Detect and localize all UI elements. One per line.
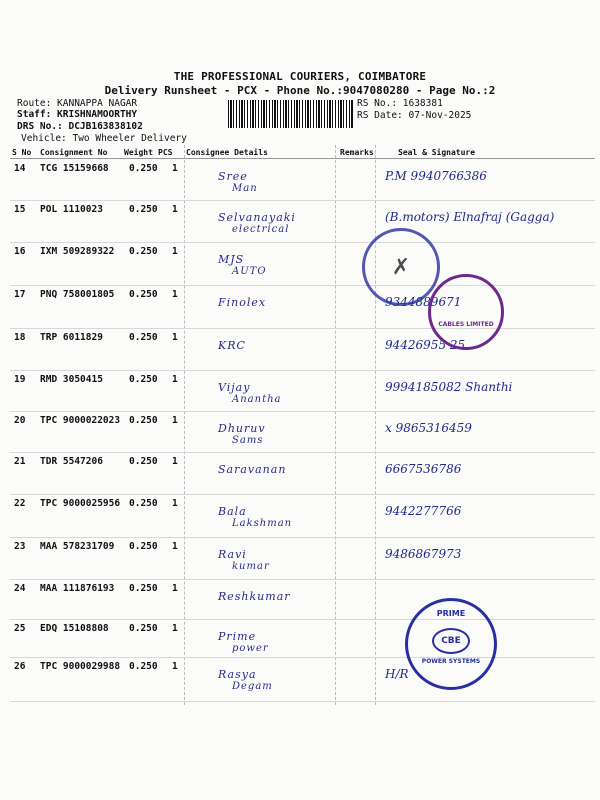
col-separator <box>375 145 376 705</box>
row-weight: 0.250 <box>129 583 158 594</box>
row-signature: 6667536786 <box>385 462 462 476</box>
barcode <box>228 100 353 128</box>
row-consignment-no: TCG 15159668 <box>40 163 109 174</box>
row-consignee-name: Ravi <box>218 548 247 561</box>
col-separator <box>335 145 336 705</box>
row-consignee-name: Dhuruv <box>218 422 266 435</box>
row-divider <box>10 242 595 243</box>
row-pcs: 1 <box>172 246 178 257</box>
row-weight: 0.250 <box>129 289 158 300</box>
route-label: Route: KANNAPPA NAGAR <box>17 98 138 109</box>
row-divider <box>10 411 595 412</box>
row-pcs: 1 <box>172 374 178 385</box>
row-signature: 9442277766 <box>385 504 462 518</box>
row-consignee-name: Sree <box>218 170 248 183</box>
prime-stamp-center: CBE <box>432 628 470 654</box>
row-divider <box>10 579 595 580</box>
row-signature: P.M 9940766386 <box>385 169 487 183</box>
row-weight: 0.250 <box>129 163 158 174</box>
row-sno: 15 <box>14 204 26 215</box>
row-consignee-name-line2: AUTO <box>232 266 267 277</box>
row-consignee-name: KRC <box>218 339 246 352</box>
row-divider <box>10 200 595 201</box>
col-weight: Weight <box>124 148 153 157</box>
col-pcs: PCS <box>158 148 173 157</box>
row-consignee-name-line2: Anantha <box>232 394 282 405</box>
row-consignee-name: Bala <box>218 505 247 518</box>
row-weight: 0.250 <box>129 498 158 509</box>
col-separator <box>184 145 185 705</box>
document-title: THE PROFESSIONAL COURIERS, COIMBATORE <box>173 70 427 83</box>
row-consignment-no: TPC 9000022023 <box>40 415 121 426</box>
col-sno: S No <box>12 148 32 157</box>
row-divider <box>10 285 595 286</box>
row-divider <box>10 619 595 620</box>
row-signature: 9486867973 <box>385 547 462 561</box>
row-divider <box>10 657 595 658</box>
row-consignee-name: Rasya <box>218 668 257 681</box>
row-sno: 26 <box>14 661 26 672</box>
row-weight: 0.250 <box>129 332 158 343</box>
document-subtitle: Delivery Runsheet - PCX - Phone No.:9047080280 - Page No.:2 <box>104 84 496 97</box>
row-consignment-no: EDQ 15108808 <box>40 623 109 634</box>
row-consignee-name: Vijay <box>218 381 251 394</box>
row-pcs: 1 <box>172 204 178 215</box>
row-pcs: 1 <box>172 163 178 174</box>
row-consignee-name-line2: power <box>232 643 269 654</box>
row-weight: 0.250 <box>129 661 158 672</box>
row-consignment-no: TPC 9000025956 <box>40 498 121 509</box>
row-pcs: 1 <box>172 456 178 467</box>
header-divider <box>10 158 595 159</box>
row-consignment-no: RMD 3050415 <box>40 374 103 385</box>
row-sno: 21 <box>14 456 26 467</box>
row-consignee-name-line2: Degam <box>232 681 273 692</box>
row-sno: 24 <box>14 583 26 594</box>
vehicle-label: Vehicle: Two Wheeler Delivery <box>21 133 187 144</box>
cables-limited-stamp <box>428 274 504 350</box>
staff-label: Staff: KRISHNAMOORTHY <box>17 109 138 120</box>
row-consignment-no: POL 1110023 <box>40 204 103 215</box>
row-sno: 14 <box>14 163 26 174</box>
row-signature: x 9865316459 <box>385 421 472 435</box>
col-seal-signature: Seal & Signature <box>398 148 476 157</box>
round-stamp: ✗ <box>362 228 440 306</box>
row-pcs: 1 <box>172 541 178 552</box>
row-consignee-name: MJS <box>218 253 245 266</box>
row-consignee-name-line2: kumar <box>232 561 270 572</box>
row-sno: 18 <box>14 332 26 343</box>
prime-power-stamp <box>405 598 497 690</box>
row-pcs: 1 <box>172 623 178 634</box>
col-consignee: Consignee Details <box>186 148 268 157</box>
row-signature: H/R <box>385 667 409 681</box>
row-weight: 0.250 <box>129 415 158 426</box>
row-consignment-no: TPC 9000029988 <box>40 661 121 672</box>
row-consignee-name-line2: Sams <box>232 435 264 446</box>
row-weight: 0.250 <box>129 456 158 467</box>
row-consignment-no: MAA 578231709 <box>40 541 115 552</box>
row-sno: 23 <box>14 541 26 552</box>
row-weight: 0.250 <box>129 623 158 634</box>
row-signature: 9344889671 <box>385 295 462 309</box>
row-consignee-name: Prime <box>218 630 257 643</box>
drs-label: DRS No.: DCJB163838102 <box>17 121 143 132</box>
rs-date: RS Date: 07-Nov-2025 <box>357 110 472 121</box>
row-pcs: 1 <box>172 332 178 343</box>
row-consignment-no: PNQ 758001805 <box>40 289 115 300</box>
row-consignee-name: Selvanayaki <box>218 211 296 224</box>
col-remarks: Remarks <box>340 148 374 157</box>
row-weight: 0.250 <box>129 204 158 215</box>
row-sno: 20 <box>14 415 26 426</box>
row-signature: (B.motors) Elnafraj (Gagga) <box>385 210 555 224</box>
row-sno: 22 <box>14 498 26 509</box>
row-divider <box>10 452 595 453</box>
rs-number: RS No.: 1638381 <box>357 98 443 109</box>
row-consignment-no: TRP 6011829 <box>40 332 103 343</box>
row-divider <box>10 537 595 538</box>
row-sno: 25 <box>14 623 26 634</box>
row-signature: 9994185082 Shanthi <box>385 380 513 394</box>
row-pcs: 1 <box>172 498 178 509</box>
row-consignee-name: Reshkumar <box>218 590 291 603</box>
row-consignee-name-line2: Man <box>232 183 258 194</box>
row-sno: 17 <box>14 289 26 300</box>
prime-stamp-top: PRIME <box>436 609 466 618</box>
row-sno: 16 <box>14 246 26 257</box>
col-consignment: Consignment No <box>40 148 108 157</box>
row-consignment-no: TDR 5547206 <box>40 456 103 467</box>
row-consignee-name: Saravanan <box>218 463 287 476</box>
prime-stamp-bottom: POWER SYSTEMS <box>421 658 481 665</box>
row-consignee-name: Finolex <box>218 296 267 309</box>
row-divider <box>10 701 595 702</box>
row-weight: 0.250 <box>129 541 158 552</box>
row-pcs: 1 <box>172 661 178 672</box>
row-sno: 19 <box>14 374 26 385</box>
row-weight: 0.250 <box>129 374 158 385</box>
row-consignment-no: MAA 111876193 <box>40 583 115 594</box>
row-divider <box>10 328 595 329</box>
row-divider <box>10 494 595 495</box>
row-consignee-name-line2: Lakshman <box>232 518 293 529</box>
cables-stamp-text: CABLES LIMITED <box>438 321 494 328</box>
row-weight: 0.250 <box>129 246 158 257</box>
row-consignment-no: IXM 509289322 <box>40 246 115 257</box>
row-pcs: 1 <box>172 415 178 426</box>
row-pcs: 1 <box>172 289 178 300</box>
row-divider <box>10 370 595 371</box>
row-signature: 94426955 25 <box>385 338 466 352</box>
row-pcs: 1 <box>172 583 178 594</box>
row-consignee-name-line2: electrical <box>232 224 290 235</box>
